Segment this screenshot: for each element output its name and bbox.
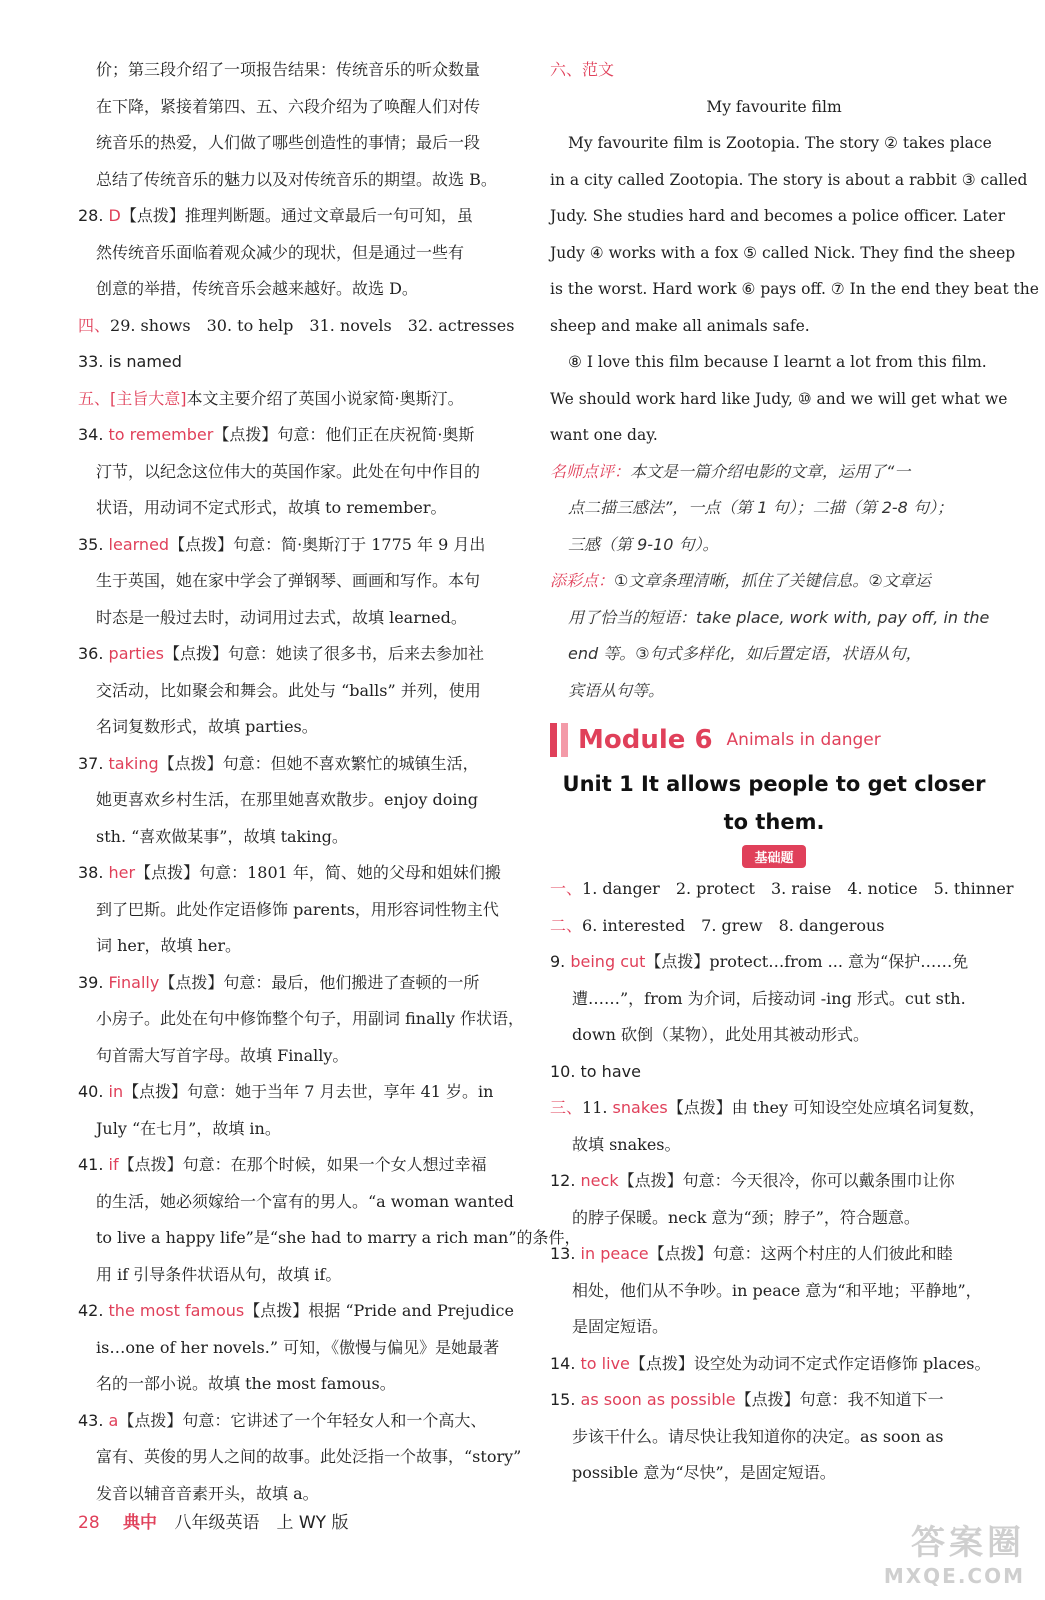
answer-line: [78, 1403, 522, 1440]
answer-highlight: a: [108, 1410, 119, 1430]
line-text: 名的一部小说。故填 the most famous。: [96, 1374, 396, 1393]
line-number: 35.: [78, 534, 109, 554]
answer-line: [550, 1273, 998, 1310]
answer-line: [78, 709, 522, 746]
line-text: 句首需大写首字母。故填 Finally。: [96, 1045, 349, 1065]
comment-text: end 等。③句式多样化，如后置定语，状语从句，: [568, 644, 922, 663]
line-text: 是固定短语。: [572, 1317, 669, 1336]
answer-highlight: 一、: [550, 879, 583, 898]
line-number: 13.: [550, 1244, 581, 1263]
right-column: [550, 52, 1039, 1492]
answer-line: [78, 381, 522, 418]
line-number: 41.: [78, 1155, 109, 1174]
line-text: 到了巴斯。此处作定语修饰 parents，用形容词性物主代: [96, 899, 499, 919]
line-number: 34.: [78, 425, 109, 444]
line-text: 总结了传统音乐的魅力以及对传统音乐的期望。故选 B。: [96, 169, 497, 189]
line-text: 【点拨】protect…from ... 意为“保护……免: [645, 952, 969, 971]
right-answers: [550, 871, 1014, 1492]
line-text: 【点拨】句意：但她不喜欢繁忙的城镇生活，: [158, 753, 479, 773]
answer-line: [78, 417, 522, 454]
answer-highlight: neck: [580, 1171, 619, 1190]
essay-line: ⑧ I love this film because I learnt a lot from this film.: [568, 353, 987, 371]
comment-text: 三感（第 9-10 句）。: [568, 534, 719, 554]
line-text: 29. shows 30. to help 31. novels 32. actresses: [110, 315, 515, 335]
answer-line: [550, 1382, 998, 1419]
answer-line: [78, 1366, 522, 1403]
answer-line: [78, 308, 522, 345]
answer-line: [550, 1090, 998, 1127]
line-number: 10. to have: [550, 1061, 641, 1081]
answer-highlight: the most famous: [108, 1301, 245, 1320]
answer-line: [78, 782, 522, 819]
line-text: 名词复数形式，故填 parties。: [96, 717, 318, 736]
comment-text: ①文章条理清晰，抓住了关键信息。②文章运: [614, 571, 931, 590]
answer-line: [78, 1293, 522, 1330]
answer-line: [78, 198, 522, 235]
line-number: 38.: [78, 863, 109, 882]
page-footer: [78, 1508, 348, 1533]
answer-line: [78, 1147, 522, 1184]
answer-line: [78, 490, 522, 527]
line-text: 统音乐的热爱，人们做了哪些创造性的事情；最后一段: [96, 133, 481, 152]
answer-line: [78, 928, 522, 965]
comment-line: [550, 600, 998, 637]
line-text: 【点拨】根据 “Pride and Prejudice: [244, 1301, 514, 1320]
answer-line: [78, 1330, 522, 1367]
answer-line: [78, 1476, 522, 1513]
watermark-text: 答案圈: [911, 1523, 1025, 1563]
line-number: 14.: [550, 1353, 581, 1373]
answer-line: [78, 1038, 522, 1075]
line-text: to live a happy life”是“she had to marry a rich man”的条件，: [96, 1228, 581, 1247]
line-text: 创意的举措，传统音乐会越来越好。故选 D。: [96, 279, 418, 298]
line-text: 11.: [582, 1098, 613, 1117]
answer-line: [550, 944, 998, 981]
answer-highlight: 三、: [550, 1098, 583, 1117]
line-text: 小房子。此处在句中修饰整个句子，用副词 finally 作状语，: [96, 1009, 524, 1028]
module-header: [550, 715, 998, 765]
answer-highlight: Finally: [108, 972, 160, 992]
answer-line: [78, 527, 522, 564]
comment-line: [550, 527, 998, 564]
answer-highlight: taking: [108, 753, 159, 773]
page-number: 28: [78, 1513, 100, 1533]
line-text: 的生活，她必须嫁给一个富有的男人。“a woman wanted: [96, 1191, 514, 1211]
line-number: 9.: [550, 952, 571, 971]
answer-line: [78, 89, 522, 126]
answer-highlight: to live: [580, 1353, 630, 1373]
answer-line: [78, 1184, 522, 1221]
line-text: 状语，用动词不定式形式，故填 to remember。: [96, 498, 447, 517]
answer-line: [78, 454, 522, 491]
line-text: 故填 snakes。: [572, 1134, 681, 1154]
line-number: 40.: [78, 1082, 109, 1101]
line-number: 43.: [78, 1410, 109, 1430]
essay-line: want one day.: [550, 426, 658, 444]
line-text: 【点拨】句意：他们正在庆祝简·奥斯: [213, 425, 475, 444]
module-title: Module 6: [578, 725, 713, 755]
line-text: sth. “喜欢做某事”，故填 taking。: [96, 826, 348, 846]
line-number: 39.: [78, 972, 109, 992]
line-text: 【点拨】句意：1801 年，简、她的父母和姐妹们搬: [135, 863, 501, 882]
answer-line: [550, 1346, 998, 1383]
answer-line: [78, 344, 522, 381]
line-text: 1. danger 2. protect 3. raise 4. notice 5. thinner: [582, 879, 1014, 898]
answer-highlight: if: [108, 1155, 119, 1174]
essay-body: [550, 125, 1039, 454]
watermark: [884, 1515, 1025, 1588]
answer-line: [550, 1419, 998, 1456]
answer-highlight: being cut: [570, 952, 646, 971]
line-text: 相处，他们从不争吵。in peace 意为“和平地；平静地”，: [572, 1280, 982, 1300]
answer-highlight: in: [108, 1082, 124, 1101]
line-text: 她更喜欢乡村生活，在那里她喜欢散步。enjoy doing: [96, 790, 479, 809]
line-text: 词 her，故填 her。: [96, 936, 242, 955]
line-text: 本文主要介绍了英国小说家简·奥斯汀。: [186, 388, 464, 408]
line-text: 【点拨】句意：她读了很多书，后来去参加社: [163, 644, 484, 663]
answer-line: [78, 855, 522, 892]
essay-line: We should work hard like Judy, ⑩ and we will get what we: [550, 389, 1008, 408]
comment-label: 名师点评：: [550, 461, 631, 481]
line-text: 【点拨】句意：她于当年 7 月去世，享年 41 岁。in: [123, 1082, 494, 1101]
answer-line: [78, 965, 522, 1002]
line-text: 【点拨】句意：它讲述了一个年轻女人和一个高大、: [118, 1410, 487, 1430]
line-text: possible 意为“尽快”，是固定短语。: [572, 1463, 836, 1482]
answer-line: [78, 1074, 522, 1111]
line-text: 用 if 引导条件状语从句，故填 if。: [96, 1264, 342, 1284]
essay-line: Judy. She studies hard and becomes a police officer. Later: [550, 207, 1006, 225]
answer-line: [78, 746, 522, 783]
answer-highlight: in peace: [580, 1244, 649, 1263]
answer-highlight: to remember: [108, 425, 214, 444]
line-text: 时态是一般过去时，动词用过去式，故填 learned。: [96, 607, 467, 627]
level-badge: 基础题: [742, 845, 805, 868]
essay-line: is the worst. Hard work ⑥ pays off. ⑦ In the end they beat the: [550, 280, 1039, 298]
answer-line: [550, 1455, 998, 1492]
answer-line: [78, 1111, 522, 1148]
line-text: 在下降，紧接着第四、五、六段介绍为了唤醒人们对传: [96, 96, 481, 116]
line-text: 富有、英俊的男人之间的故事。此处泛指一个故事，“story”: [96, 1447, 522, 1466]
answer-line: [550, 1236, 998, 1273]
answer-line: [550, 1200, 998, 1237]
answer-highlight: her: [108, 863, 136, 882]
comment-line: [550, 454, 998, 491]
line-text: 的脖子保暖。neck 意为“颈；脖子”，符合题意。: [572, 1207, 920, 1227]
line-text: 【点拨】句意：这两个村庄的人们彼此和睦: [648, 1244, 953, 1263]
watermark-url: MXQE.COM: [883, 1564, 1025, 1588]
module-bars-icon: [550, 723, 568, 757]
line-text: down 砍倒（某物），此处用其被动形式。: [572, 1025, 869, 1044]
essay-line: My favourite film is Zootopia. The story ② takes place: [568, 134, 992, 152]
comments: [550, 454, 998, 710]
answer-line: [78, 892, 522, 929]
answer-line: [550, 981, 998, 1018]
answer-line: [550, 1309, 998, 1346]
essay-line: in a city called Zootopia. The story is about a rabbit ③ called: [550, 170, 1028, 189]
essay-line: sheep and make all animals safe.: [550, 316, 810, 335]
answer-highlight: snakes: [612, 1098, 668, 1117]
line-text: 步该干什么。请尽快让我知道你的决定。as soon as: [572, 1426, 944, 1446]
line-text: 【点拨】句意：简·奥斯汀于 1775 年 9 月出: [169, 534, 486, 554]
line-text: 发音以辅音音素开头，故填 a。: [96, 1483, 319, 1503]
answer-line: [550, 908, 998, 945]
comment-text: 用了恰当的短语：take place, work with, pay off, in the: [568, 607, 990, 627]
comment-text: 本文是一篇介绍电影的文章，运用了“一: [630, 461, 911, 481]
line-number: 33. is named: [78, 352, 182, 371]
comment-line: [550, 673, 998, 710]
answer-highlight: 五、[主旨大意]: [78, 388, 187, 408]
answer-highlight: learned: [108, 534, 170, 554]
answer-line: [78, 636, 522, 673]
comment-line: [550, 636, 998, 673]
comment-line: [550, 563, 998, 600]
answer-line: [78, 819, 522, 856]
answer-highlight: as soon as possible: [580, 1390, 736, 1409]
line-text: 然传统音乐面临着观众减少的现状，但是通过一些有: [96, 242, 465, 262]
line-text: 【点拨】由 they 可知设空处应填名词复数，: [667, 1098, 986, 1117]
line-text: 【点拨】推理判断题。通过文章最后一句可知，虽: [120, 206, 473, 225]
answer-line: [78, 235, 522, 272]
line-text: July “在七月”，故填 in。: [96, 1118, 281, 1138]
line-text: is…one of her novels.” 可知，《傲慢与偏见》是她最著: [96, 1337, 500, 1357]
answer-line: [550, 871, 1014, 908]
line-number: 37.: [78, 753, 109, 773]
comment-line: [550, 490, 998, 527]
answer-line: [550, 1163, 998, 1200]
line-number: 42.: [78, 1301, 109, 1320]
comment-text: 点二描三感法”，一点（第 1 句）；二描（第 2-8 句）；: [568, 498, 953, 517]
answer-highlight: D: [108, 206, 121, 225]
line-text: 【点拨】设空处为动词不定式作定语修饰 places。: [629, 1353, 991, 1373]
answer-highlight: parties: [108, 644, 164, 663]
line-number: 36.: [78, 644, 109, 663]
line-number: 15.: [550, 1390, 581, 1409]
answer-line: [550, 1127, 998, 1164]
unit-title-line1: Unit 1 It allows people to get closer: [562, 772, 986, 796]
answer-highlight: 二、: [550, 915, 583, 935]
comment-label: 添彩点：: [550, 571, 615, 590]
answer-line: [78, 162, 522, 199]
line-text: 【点拨】句意：最后，他们搬进了查顿的一所: [159, 972, 480, 992]
essay-section-heading: 六、范文: [550, 60, 615, 79]
line-text: 价；第三段介绍了一项报告结果：传统音乐的听众数量: [96, 60, 481, 79]
line-text: 生于英国，她在家中学会了弹钢琴、画画和写作。本句: [96, 571, 481, 590]
answer-line: [78, 1439, 522, 1476]
answer-line: [78, 125, 522, 162]
answer-line: [78, 600, 522, 637]
line-text: 【点拨】句意：我不知道下一: [735, 1390, 944, 1409]
answer-line: [550, 1017, 998, 1054]
line-number: 28.: [78, 206, 109, 225]
book-title: 八年级英语 上 WY 版: [174, 1513, 349, 1533]
answer-line: [78, 271, 522, 308]
module-subtitle: Animals in danger: [726, 730, 881, 750]
answer-line: [550, 1054, 998, 1091]
answer-line: [78, 563, 522, 600]
line-text: 【点拨】句意：在那个时候，如果一个女人想过幸福: [118, 1155, 487, 1174]
comment-text: 宾语从句等。: [568, 680, 665, 700]
line-text: 遭……”，from 为介词，后接动词 -ing 形式。cut sth.: [572, 988, 966, 1008]
line-text: 汀节，以纪念这位伟大的英国作家。此处在句中作目的: [96, 461, 481, 481]
essay-line: Judy ④ works with a fox ⑤ called Nick. They find the sheep: [550, 243, 1016, 262]
line-text: 交活动，比如聚会和舞会。此处与 “balls” 并列，使用: [96, 680, 481, 700]
answer-highlight: 四、: [78, 315, 111, 335]
brand-logo: 典中: [123, 1513, 158, 1533]
essay-title: My favourite film: [706, 97, 842, 116]
line-text: 【点拨】句意：今天很冷，你可以戴条围巾让你: [618, 1171, 955, 1190]
answer-line: [78, 673, 522, 710]
line-text: 6. interested 7. grew 8. dangerous: [582, 915, 885, 935]
answer-line: [78, 1257, 522, 1294]
answer-line: [78, 52, 522, 89]
unit-title-line2: to them.: [723, 810, 825, 834]
line-number: 12.: [550, 1171, 581, 1190]
answer-line: [78, 1001, 522, 1038]
